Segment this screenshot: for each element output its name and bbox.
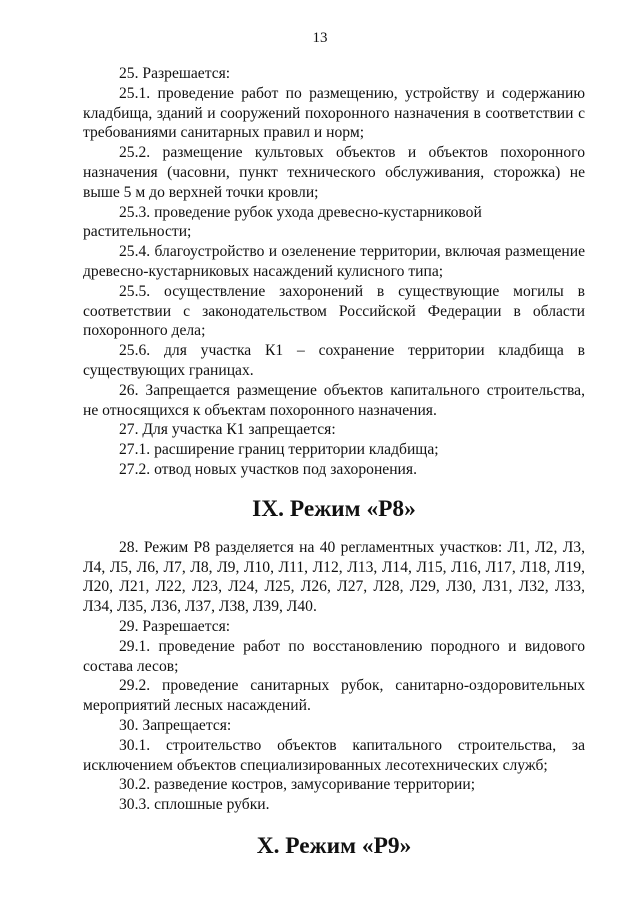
paragraph-30-2: 30.2. разведение костров, замусоривание территории; bbox=[119, 776, 476, 794]
paragraph-27-1: 27.1. расширение границ территории кладбища; bbox=[119, 441, 439, 459]
paragraph-25-6: 25.6. для участка К1 – сохранение территории кладбища в существующих границах. bbox=[83, 342, 585, 379]
page-number: 13 bbox=[312, 30, 328, 46]
paragraph-25-3: 25.3. проведение рубок ухода древесно-кустарниковой растительности; bbox=[83, 203, 482, 241]
paragraph-29-1: 29.1. проведение работ по восстановлению породного и видового состава лесов; bbox=[83, 637, 585, 675]
paragraph-25-2: 25.2. размещение культовых объектов и объектов похоронного назначения (часовни, пункт технического обслуживания, сторожка) не выше 5 м до верхней точки кровли; bbox=[83, 144, 585, 201]
paragraph-25-1: 25.1. проведение работ по размещению, устройству и содержанию кладбища, зданий и сооружений похоронного назначения в соответствии с требованиями санитарных правил и норм; bbox=[83, 84, 585, 142]
paragraph-30-1: 30.1. строительство объектов капитального строительства, за исключением объектов специализированных лесотехнических служб; bbox=[83, 736, 585, 774]
section-heading-r8: IX. Режим «Р8» bbox=[252, 495, 416, 522]
page-content bbox=[83, 64, 585, 859]
paragraph-29: 29. Разрешается: bbox=[119, 617, 231, 635]
paragraph-25: 25. Разрешается: bbox=[119, 65, 231, 82]
paragraph-26: 26. Запрещается размещение объектов капитального строительства, не относящихся к объектам похоронного назначения. bbox=[83, 381, 585, 419]
paragraph-25-4: 25.4. благоустройство и озеленение территории, включая размещение древесно-кустарниковых насаждений кулисного типа; bbox=[83, 243, 585, 280]
paragraph-28: 28. Режим Р8 разделяется на 40 регламентных участков: Л1, Л2, Л3, Л4, Л5, Л6, Л7, Л8, Л9, Л10, Л11, Л12, Л13, Л14, Л15, Л16, Л17, Л18, Л19, Л20, Л21, Л22, Л23, Л24, Л25, Л26, Л27, Л28, Л29, Л30, Л31, Л32, Л33, Л34, Л35, Л36, Л37, Л38, Л39, Л40. bbox=[83, 538, 585, 616]
paragraph-27-2: 27.2. отвод новых участков под захоронения. bbox=[119, 460, 417, 478]
paragraph-30-3: 30.3. сплошные рубки. bbox=[119, 796, 270, 814]
paragraph-25-5: 25.5. осуществление захоронений в существующие могилы в соответствии с законодательством Российской Федерации в области похоронного дела; bbox=[83, 282, 585, 340]
paragraph-29-2: 29.2. проведение санитарных рубок, санитарно-оздоровительных мероприятий лесных насаждений. bbox=[83, 677, 585, 715]
paragraph-27: 27. Для участка К1 запрещается: bbox=[119, 421, 336, 439]
section-heading-r9: X. Режим «Р9» bbox=[256, 832, 412, 859]
paragraph-30: 30. Запрещается: bbox=[119, 716, 232, 734]
